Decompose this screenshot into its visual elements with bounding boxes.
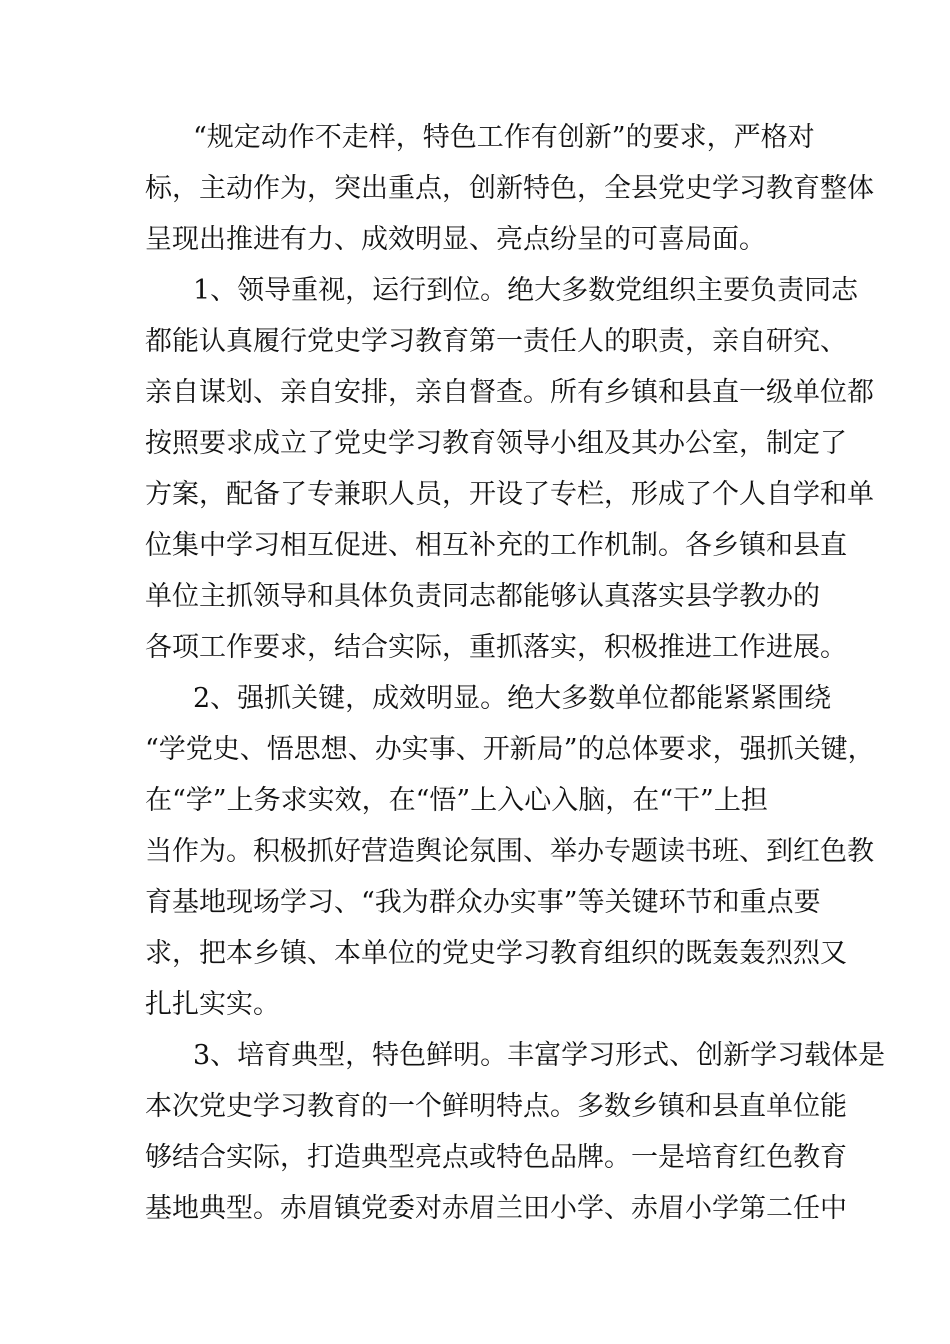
text-line: 在“学”上务求实效，在“悟”上入心入脑，在“干”上担 [145, 785, 768, 816]
text-line: 够结合实际，打造典型亮点或特色品牌。一是培育红色教育 [145, 1142, 847, 1173]
text-line: 方案，配备了专兼职人员，开设了专栏，形成了个人自学和单 [145, 479, 874, 510]
text-line: 本次党史学习教育的一个鲜明特点。多数乡镇和县直单位能 [145, 1091, 847, 1122]
text-line: 亲自谋划、亲自安排，亲自督查。所有乡镇和县直一级单位都 [145, 377, 874, 408]
text-line: 位集中学习相互促进、相互补充的工作机制。各乡镇和县直 [145, 530, 847, 561]
text-line: 1、领导重视，运行到位。绝大多数党组织主要负责同志 [193, 275, 859, 306]
text-line: 基地典型。赤眉镇党委对赤眉兰田小学、赤眉小学第二任中 [145, 1193, 847, 1224]
text-line: 育基地现场学习、“我为群众办实事”等关键环节和重点要 [145, 887, 821, 918]
text-line: 单位主抓领导和具体负责同志都能够认真落实县学教办的 [145, 581, 820, 612]
text-line: 扎扎实实。 [145, 989, 280, 1020]
text-line: “学党史、悟思想、办实事、开新局”的总体要求，强抓关键， [145, 734, 875, 765]
text-line: 求，把本乡镇、本单位的党史学习教育组织的既轰轰烈烈又 [145, 938, 847, 969]
text-line: 标，主动作为，突出重点，创新特色，全县党史学习教育整体 [145, 173, 874, 204]
text-line: 各项工作要求，结合实际，重抓落实，积极推进工作进展。 [145, 632, 847, 663]
text-line: 都能认真履行党史学习教育第一责任人的职责，亲自研究、 [145, 326, 847, 357]
text-line: 呈现出推进有力、成效明显、亮点纷呈的可喜局面。 [145, 224, 766, 255]
text-line: 2、强抓关键，成效明显。绝大多数单位都能紧紧围绕 [193, 683, 832, 714]
text-line: “规定动作不走样，特色工作有创新”的要求，严格对 [193, 122, 815, 153]
text-line: 3、培育典型，特色鲜明。丰富学习形式、创新学习载体是 [193, 1040, 886, 1071]
text-line: 按照要求成立了党史学习教育领导小组及其办公室，制定了 [145, 428, 847, 459]
text-line: 当作为。积极抓好营造舆论氛围、举办专题读书班、到红色教 [145, 836, 874, 867]
